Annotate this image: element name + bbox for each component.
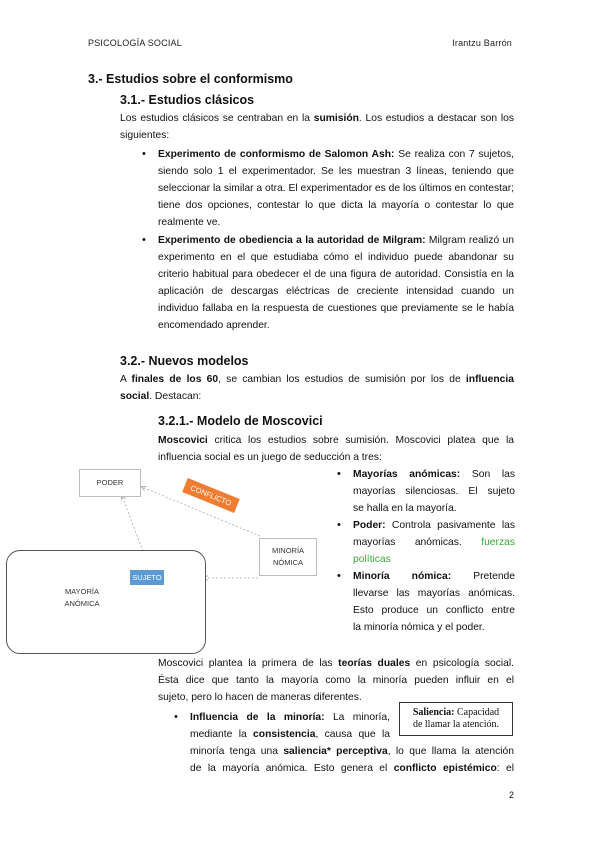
header-left: PSICOLOGÍA SOCIAL	[88, 38, 182, 48]
classic-list	[158, 146, 514, 334]
list-item: • Experimento de conformismo de Salomon Ash: Se realiza con 7 sujetos, siendo solo 1 el experimentador. Se les muestran 3 líneas, teniendo que seleccionar la similar a otra. El experimentador es de los últimos en contestar; tiene dos opciones, contestar lo que dicta la mayoría o contestar lo que realmente ve.	[158, 146, 514, 231]
power-node: PODER	[79, 469, 141, 497]
header-right: Irantzu Barrón	[452, 38, 512, 48]
conflict-label: CONFLICTO	[182, 478, 240, 513]
actors-list	[353, 466, 515, 636]
page-number: 2	[508, 790, 514, 800]
list-item: • Mayorías anómicas: Son las mayorías silenciosas. El sujeto se halla en la mayoría.	[353, 466, 515, 517]
list-item: • Minoría nómica: Pretende llevarse las mayorías anómicas. Esto produce un conflicto entre la minoría nómica y el poder.	[353, 568, 515, 636]
list-item: • Experimento de obediencia a la autoridad de Milgram: Milgram realizó un experimento en el que estudiaba cómo el individuo puede abandonar su criterio habitual para obedecer el de una figura de autoridad. Consistía en la aplicación de descargas eléctricas de creciente intensidad cuando un individuo fallaba en la respuesta de cuestiones que previamente se le había encomendado aprender.	[158, 232, 514, 334]
saliencia-note: Saliencia: Capacidad de llamar la atención.	[399, 702, 513, 736]
list-item: • Influencia de la minoría: La minoría, mediante la consistencia, causa que la minoría tenga una saliencia* perceptiva, lo que llama la atención de la mayoría anómica. Esto genera el conflicto epistémico: el	[190, 709, 514, 777]
moscovici-diagram	[0, 460, 330, 650]
subject-node: SUJETO	[130, 570, 164, 585]
list-item: • Poder: Controla pasivamente las mayorías anómicas. fuerzas políticas	[353, 517, 515, 568]
classic-intro: Los estudios clásicos se centraban en la sumisión. Los estudios a destacar son los siguientes:	[120, 113, 514, 141]
subsection-title-classic: 3.1.- Estudios clásicos	[120, 93, 255, 107]
nomic-minority-node: MINORÍA NÓMICA	[259, 538, 317, 576]
dual-theory-paragraph: Moscovici plantea la primera de las teorías duales en psicología social. Ésta dice que tanto la mayoría como la minoría pueden influir en el sujeto, pero lo hacen de maneras diferentes.	[158, 658, 515, 703]
subsubsection-title-moscovici: 3.2.1.- Modelo de Moscovici	[158, 414, 323, 428]
subsection-title-new-models: 3.2.- Nuevos modelos	[120, 354, 249, 368]
anomic-majority-node: MAYORÍA ANÓMICA	[6, 550, 206, 654]
moscovici-intro: Moscovici critica los estudios sobre sumisión. Moscovici platea que la influencia social es un juego de seducción a tres:	[158, 435, 514, 463]
new-models-intro: A finales de los 60, se cambian los estudios de sumisión por los de influencia social. Destacan:	[120, 374, 514, 402]
section-title: 3.- Estudios sobre el conformismo	[88, 72, 293, 86]
